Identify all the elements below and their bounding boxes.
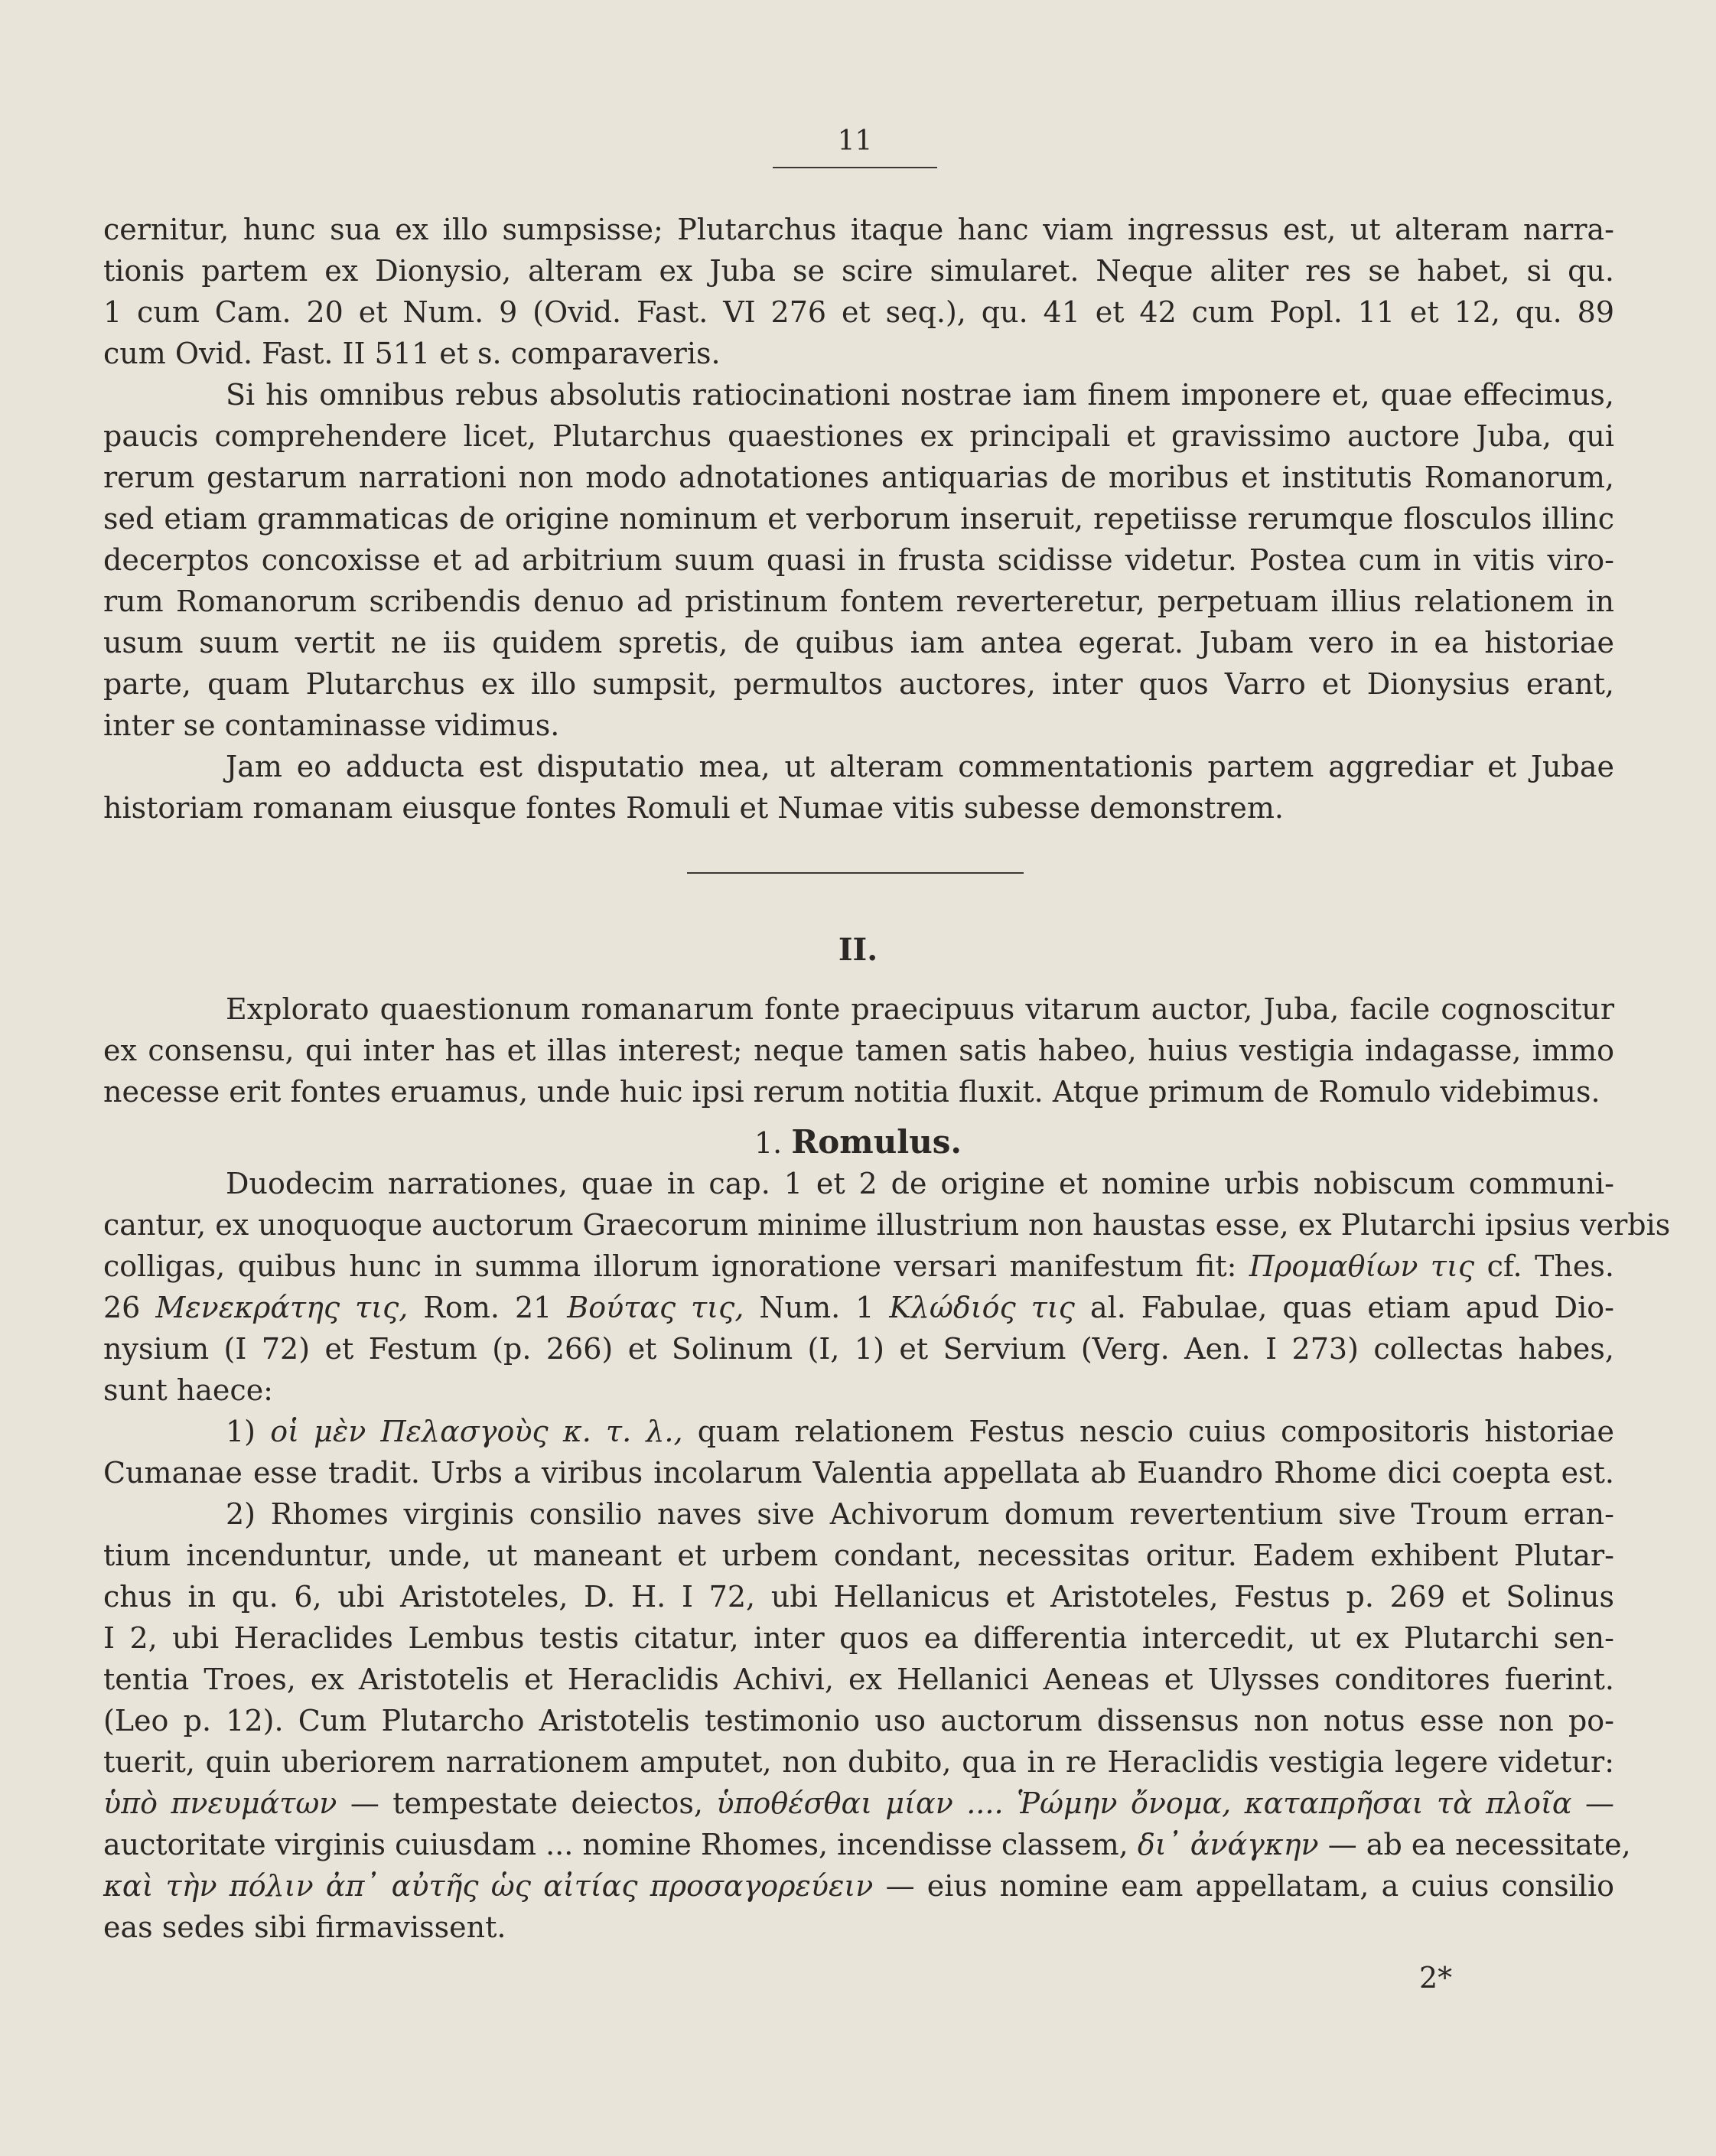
latin-text: — tempestate deiectos,	[350, 1786, 703, 1820]
text-line: sunt haece:	[103, 1373, 273, 1407]
latin-text: — eius nomine eam appellatam, a cuius consilio	[885, 1869, 1614, 1903]
signature-mark: 2*	[1419, 1961, 1453, 1995]
text-line	[103, 1246, 1614, 1287]
latin-text: al. Fabulae, quas etiam apud Dio-	[1089, 1291, 1614, 1324]
text-line: tuerit, quin uberiorem narrationem amputet, non dubito, qua in re Heraclidis vestigia legere videtur:	[103, 1745, 1614, 1779]
greek-text: ὑποθέσθαι μίαν .... Ῥώμην ὄνομα, καταπρῆσαι τὰ πλοῖα	[716, 1786, 1572, 1820]
text-line: historiam romanam eiusque fontes Romuli et Numae vitis subesse demonstrem.	[103, 791, 1284, 825]
paragraph-2	[103, 374, 1614, 746]
text-line: Jam eo adducta est disputatio mea, ut alteram commentationis partem aggrediar et Jubae	[226, 750, 1614, 783]
text-line: paucis comprehendere licet, Plutarchus quaestiones ex principali et gravissimo auctore Juba, qui	[103, 419, 1614, 453]
latin-text: —	[1585, 1786, 1614, 1820]
item-2	[103, 1493, 1631, 1948]
text-line: chus in qu. 6, ubi Aristoteles, D. H. I 72, ubi Hellanicus et Aristoteles, Festus p. 269 et Solinus	[103, 1580, 1614, 1614]
text-line: ex consensu, qui inter has et illas interest; neque tamen satis habeo, huius vestigia indagasse, immo	[103, 1034, 1614, 1067]
text-line: 1 cum Cam. 20 et Num. 9 (Ovid. Fast. VI 276 et seq.), qu. 41 et 42 cum Popl. 11 et 12, qu. 89	[103, 295, 1614, 329]
text-line: Duodecim narrationes, quae in cap. 1 et 2 de origine et nomine urbis nobiscum communi-	[226, 1167, 1614, 1200]
latin-text: Rom. 21	[423, 1291, 552, 1324]
text-line	[103, 1783, 1614, 1824]
paragraph-4	[103, 988, 1614, 1112]
text-line: (Leo p. 12). Cum Plutarcho Aristotelis testimonio uso auctorum dissensus non notus esse non po-	[103, 1704, 1614, 1738]
text-line: tium incenduntur, unde, ut maneant et urbem condant, necessitas oritur. Eadem exhibent Plutar-	[103, 1539, 1614, 1572]
latin-text: colligas, quibus hunc in summa illorum ignoratione versari manifestum fit:	[103, 1249, 1237, 1283]
item-number: 1)	[226, 1415, 256, 1448]
latin-text: quam relationem Festus nescio cuius compositoris historiae	[697, 1415, 1614, 1448]
text-line: sed etiam grammaticas de origine nominum et verborum inseruit, repetiisse rerumque flosculos illinc	[103, 502, 1614, 536]
paragraph-1	[103, 209, 1614, 374]
text-line: Cumanae esse tradit. Urbs a viribus incolarum Valentia appellata ab Euandro Rhome dici coepta est.	[103, 1456, 1614, 1490]
greek-text: Προμαθίων τις	[1249, 1249, 1475, 1283]
page-number: 11	[837, 125, 873, 157]
text-line: necesse erit fontes eruamus, unde huic ipsi rerum notitia fluxit. Atque primum de Romulo videbimus.	[103, 1075, 1600, 1109]
text-line: parte, quam Plutarchus ex illo sumpsit, permultos auctores, inter quos Varro et Dionysius erant,	[103, 667, 1614, 701]
latin-text: auctoritate virginis cuiusdam ... nomine Rhomes, incendisse classem,	[103, 1828, 1128, 1861]
greek-text: Βούτας τις,	[567, 1291, 744, 1324]
latin-text: Num. 1	[759, 1291, 874, 1324]
latin-text: — ab ea necessitate,	[1327, 1828, 1631, 1861]
text-line: rum Romanorum scribendis denuo ad pristinum fontem reverteretur, perpetuam illius relationem in	[103, 585, 1614, 618]
text-line: 2) Rhomes virginis consilio naves sive Achivorum domum revertentium sive Troum erran-	[226, 1497, 1614, 1531]
text-line: I 2, ubi Heraclides Lembus testis citatur, inter quos ea differentia intercedit, ut ex Plutarchi sen-	[103, 1621, 1614, 1655]
item-1	[103, 1411, 1614, 1493]
page-number-rule	[773, 167, 937, 168]
subheading	[0, 1122, 1716, 1164]
section-divider	[687, 872, 1024, 874]
text-line: eas sedes sibi firmavissent.	[103, 1910, 506, 1944]
greek-text: ὑπὸ πνευμάτων	[103, 1786, 337, 1820]
text-line: rerum gestarum narrationi non modo adnotationes antiquarias de moribus et institutis Romanorum,	[103, 461, 1614, 494]
text-line	[103, 1865, 1614, 1907]
paragraph-3	[103, 746, 1614, 829]
text-line: tionis partem ex Dionysio, alteram ex Juba se scire simularet. Neque aliter res se habet, si qu.	[103, 254, 1614, 288]
text-line: cernitur, hunc sua ex illo sumpsisse; Plutarchus itaque hanc viam ingressus est, ut alteram narra-	[103, 213, 1614, 246]
text-line: Explorato quaestionum romanarum fonte praecipuus vitarum auctor, Juba, facile cognoscitur	[226, 992, 1614, 1026]
text-line: Si his omnibus rebus absolutis ratiocinationi nostrae iam finem imponere et, quae effecimus,	[226, 378, 1614, 412]
text-line: cum Ovid. Fast. II 511 et s. comparaveris.	[103, 337, 721, 370]
greek-text: καὶ τὴν πόλιν ἀπ᾽ αὐτῆς ὡς αἰτίας προσαγορεύειν	[103, 1869, 874, 1903]
subheading-title: Romulus.	[791, 1123, 962, 1161]
text-line: cantur, ex unoquoque auctorum Graecorum minime illustrium non haustas esse, ex Plutarchi ipsius verbis	[103, 1208, 1671, 1242]
text-line: nysium (I 72) et Festum (p. 266) et Solinum (I, 1) et Servium (Verg. Aen. I 273) collectas habes,	[103, 1332, 1614, 1366]
section-heading: II.	[838, 932, 878, 968]
text-line	[103, 1824, 1631, 1865]
subheading-number: 1.	[754, 1126, 783, 1160]
latin-text: 26	[103, 1291, 141, 1324]
greek-text: Μενεκράτης τις,	[155, 1291, 409, 1324]
text-line: inter se contaminasse vidimus.	[103, 708, 560, 742]
text-line: decerptos concoxisse et ad arbitrium suum quasi in frusta scidisse videtur. Postea cum in vitis viro-	[103, 543, 1614, 577]
greek-text: Κλώδιός τις	[889, 1291, 1075, 1324]
text-line: tentia Troes, ex Aristotelis et Heraclidis Achivi, ex Hellanici Aeneas et Ulysses conditores fuerint.	[103, 1663, 1614, 1696]
greek-text: οἱ μὲν Πελασγοὺς κ. τ. λ.,	[270, 1415, 683, 1448]
text-line	[103, 1411, 1614, 1452]
text-line: usum suum vertit ne iis quidem spretis, de quibus iam antea egerat. Jubam vero in ea historiae	[103, 626, 1614, 660]
paragraph-5	[103, 1163, 1671, 1411]
latin-text: cf. Thes.	[1486, 1249, 1614, 1283]
text-line	[103, 1287, 1614, 1328]
greek-text: δι᾽ ἀνάγκην	[1137, 1828, 1319, 1861]
